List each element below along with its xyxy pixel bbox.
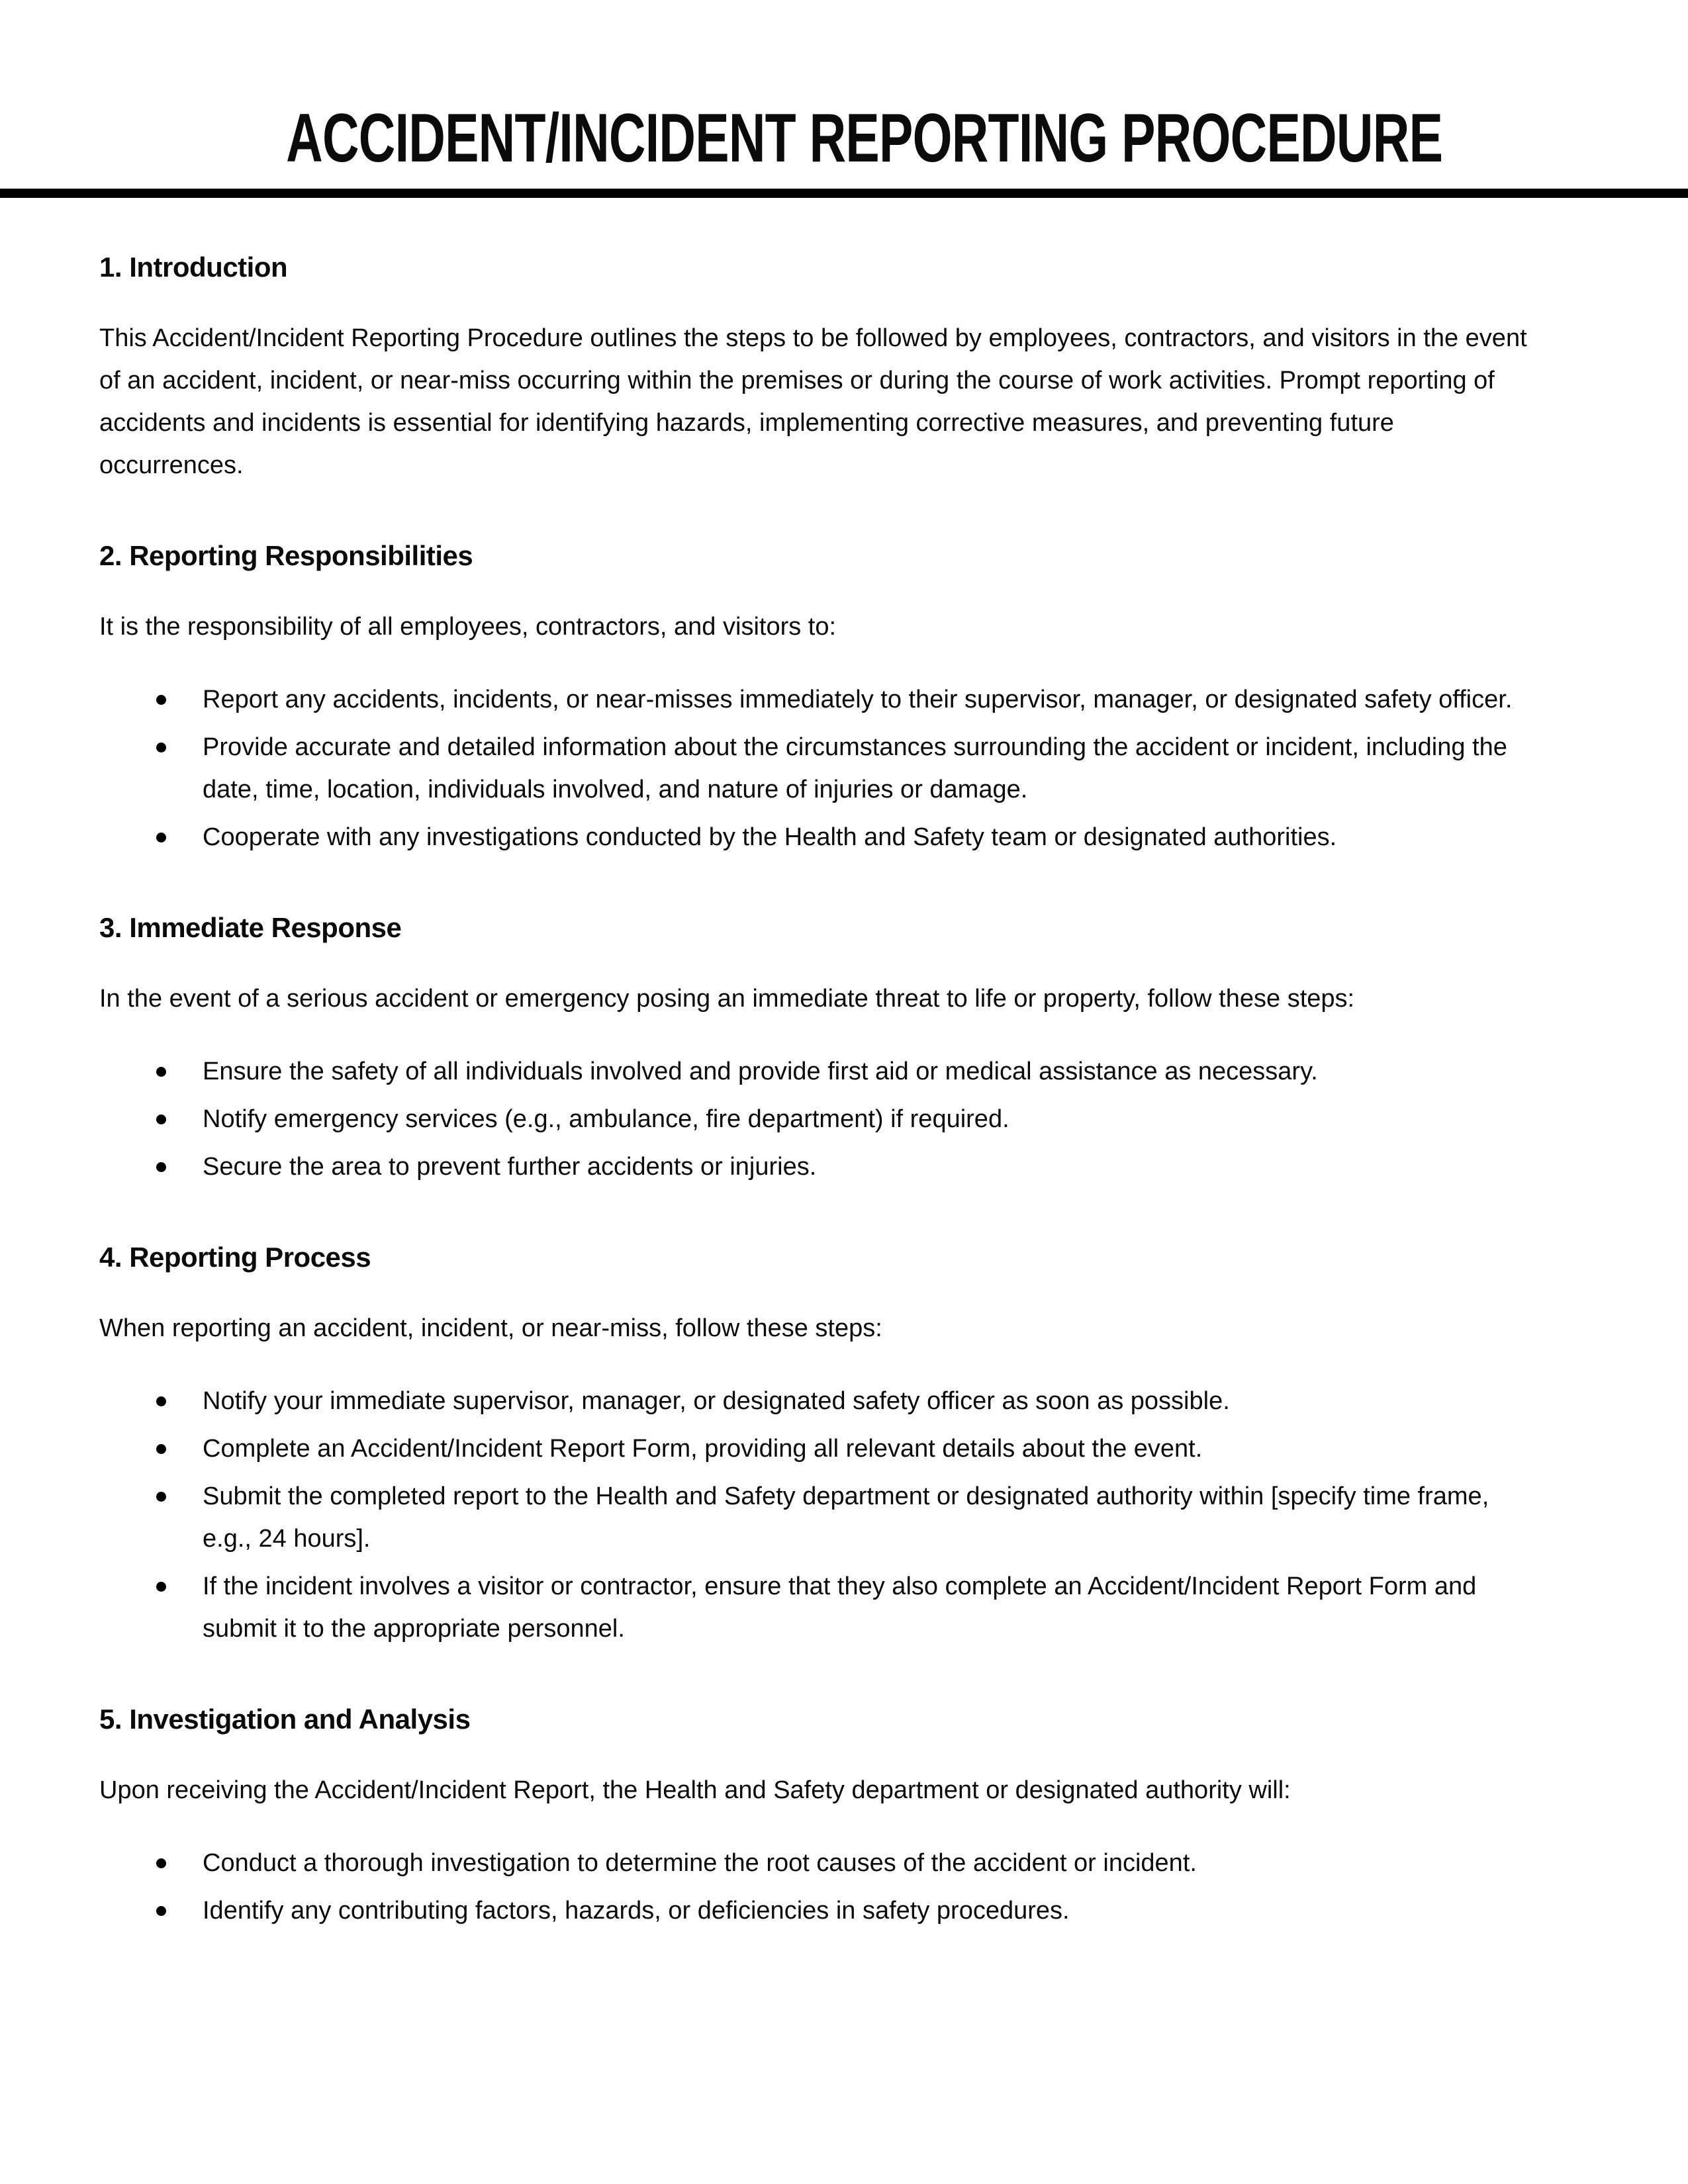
bullet-item: Identify any contributing factors, hazards, or deficiencies in safety procedures. xyxy=(203,1889,1536,1932)
document-body xyxy=(99,251,1536,1932)
section-bullet-list xyxy=(99,678,1536,858)
section-bullet-list xyxy=(99,1380,1536,1650)
bullet-item: Ensure the safety of all individuals involved and provide first aid or medical assistance as necessary. xyxy=(203,1050,1536,1093)
section-bullet-list xyxy=(99,1050,1536,1188)
section-heading: 3. Immediate Response xyxy=(99,912,402,943)
document-section xyxy=(99,911,1536,1188)
document-section xyxy=(99,539,1536,858)
bullet-item: Notify your immediate supervisor, manager, or designated safety officer as soon as possible. xyxy=(203,1380,1536,1422)
section-bullet-list xyxy=(99,1842,1536,1932)
title-divider-rule xyxy=(0,189,1688,198)
section-heading: 2. Reporting Responsibilities xyxy=(99,540,473,571)
bullet-item: Secure the area to prevent further accidents or injuries. xyxy=(203,1146,1536,1188)
bullet-item: Provide accurate and detailed information about the circumstances surrounding the accident or incident, including the date, time, location, individuals involved, and nature of injuries or damage. xyxy=(203,726,1536,811)
section-paragraph: In the event of a serious accident or emergency posing an immediate threat to life or property, follow these steps: xyxy=(99,985,1355,1013)
section-heading: 1. Introduction xyxy=(99,251,288,283)
section-paragraph: This Accident/Incident Reporting Procedure outlines the steps to be followed by employees, contractors, and visitors in the event of an accident, incident, or near-miss occurring within the premises or during the course of work activities. Prompt reporting of accidents and incidents is essential for identifying hazards, implementing corrective measures, and preventing future occurrences. xyxy=(99,324,1527,479)
bullet-item: Submit the completed report to the Health and Safety department or designated authority within [specify time frame, e.g., 24 hours]. xyxy=(203,1475,1536,1560)
bullet-item: Notify emergency services (e.g., ambulance, fire department) if required. xyxy=(203,1098,1536,1140)
bullet-item: Conduct a thorough investigation to determine the root causes of the accident or incident. xyxy=(203,1842,1536,1884)
bullet-item: Cooperate with any investigations conducted by the Health and Safety team or designated authorities. xyxy=(203,816,1536,858)
bullet-item: Report any accidents, incidents, or near-misses immediately to their supervisor, manager, or designated safety officer. xyxy=(203,678,1536,721)
bullet-item: If the incident involves a visitor or contractor, ensure that they also complete an Accident/Incident Report Form and submit it to the appropriate personnel. xyxy=(203,1565,1536,1650)
bullet-item: Complete an Accident/Incident Report Form, providing all relevant details about the event. xyxy=(203,1428,1536,1470)
section-paragraph: When reporting an accident, incident, or near-miss, follow these steps: xyxy=(99,1314,882,1342)
section-heading: 5. Investigation and Analysis xyxy=(99,1704,471,1735)
document-section xyxy=(99,251,1536,486)
section-paragraph: Upon receiving the Accident/Incident Report, the Health and Safety department or designated authority will: xyxy=(99,1776,1291,1804)
document-section xyxy=(99,1703,1536,1932)
section-heading: 4. Reporting Process xyxy=(99,1242,371,1273)
document-title: ACCIDENT/INCIDENT REPORTING PROCEDURE xyxy=(286,100,1443,177)
section-paragraph: It is the responsibility of all employees, contractors, and visitors to: xyxy=(99,613,837,641)
document-section xyxy=(99,1241,1536,1650)
